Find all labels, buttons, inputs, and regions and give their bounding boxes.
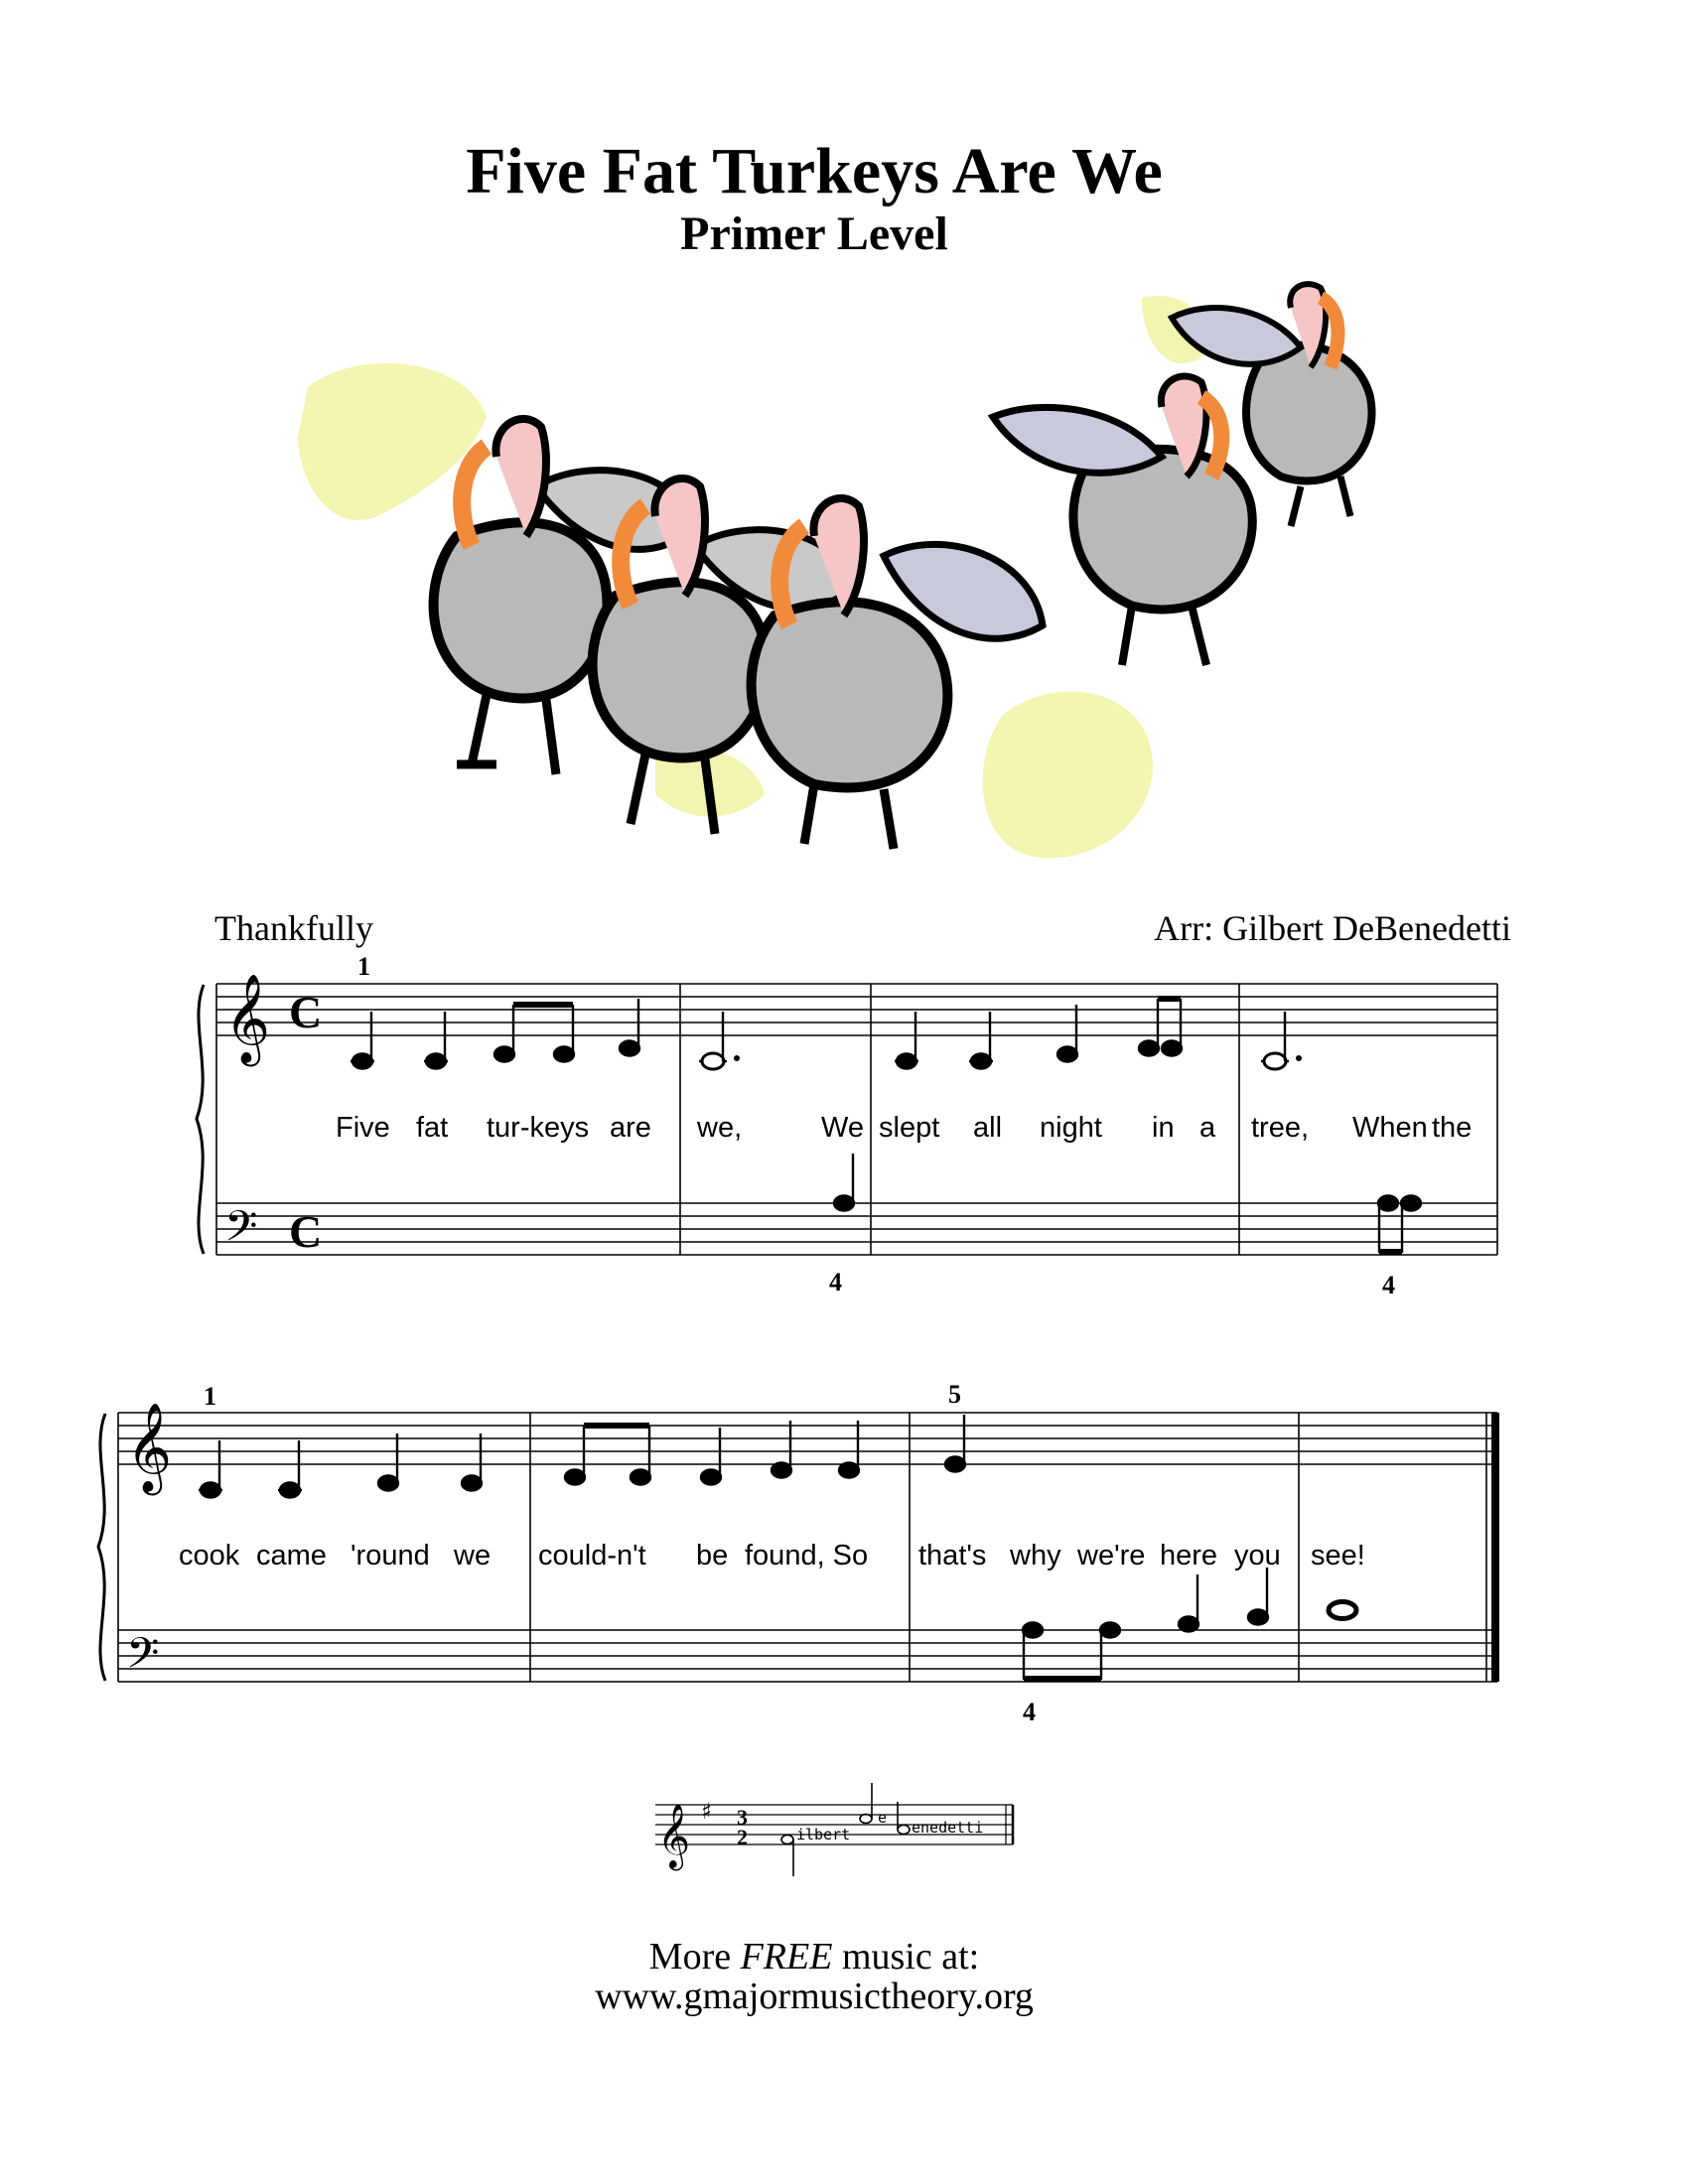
- lyric: in: [1152, 1112, 1175, 1144]
- lyric: Five: [336, 1112, 390, 1144]
- lyric: be: [696, 1540, 729, 1571]
- lyric: fat: [416, 1112, 449, 1144]
- arranger-credit: Arr: Gilbert DeBenedetti: [1154, 908, 1511, 948]
- lyric: we,: [697, 1112, 743, 1144]
- footer-free-emphasis: FREE: [740, 1936, 833, 1978]
- lyric: 'round: [351, 1540, 430, 1571]
- footer-text-before: More: [648, 1936, 732, 1978]
- lyric: slept: [879, 1112, 940, 1144]
- treble-time-signature: C: [289, 987, 323, 1037]
- lyric: see!: [1311, 1540, 1365, 1571]
- footer-line-1: [0, 1938, 1628, 1978]
- page-title: Five Fat Turkeys Are We: [466, 135, 1163, 207]
- fingering-rh-5: 5: [948, 1380, 961, 1409]
- signature-sharp-icon: ♯: [701, 1800, 712, 1825]
- bass-time-signature: C: [289, 1206, 323, 1257]
- signature-treble-clef-icon: 𝄞: [657, 1804, 691, 1868]
- lyric: We: [821, 1112, 864, 1144]
- lyric: night: [1040, 1112, 1102, 1144]
- footer-text-after: music at:: [841, 1936, 980, 1978]
- fingering-rh-1: 1: [204, 1382, 216, 1411]
- signature-last-name: enedetti: [912, 1819, 984, 1837]
- signature-first-name: ilbert: [796, 1826, 851, 1843]
- lyric: you: [1234, 1540, 1281, 1571]
- lyric: cook: [179, 1540, 240, 1571]
- signature-time-top: 3: [737, 1805, 748, 1830]
- fingering-lh-m2: 4: [829, 1268, 842, 1297]
- lyric: we're: [1077, 1540, 1146, 1571]
- page-subtitle: Primer Level: [680, 207, 948, 260]
- bass-clef-icon: 𝄢: [224, 1202, 258, 1262]
- lyric: the: [1432, 1112, 1473, 1144]
- fingering-rh-1: 1: [357, 952, 370, 981]
- lyric: why: [1010, 1540, 1061, 1571]
- signature-letter-e: e: [878, 1809, 888, 1827]
- treble-clef-icon: 𝄞: [126, 1403, 173, 1492]
- lyric: tree,: [1251, 1112, 1310, 1144]
- footer-url-link[interactable]: www.gmajormusictheory.org: [595, 1976, 1034, 2017]
- fingering-lh-m4: 4: [1382, 1271, 1395, 1299]
- lyric: we: [454, 1540, 492, 1571]
- lyric: came: [256, 1540, 327, 1571]
- lyric: found, So: [745, 1540, 869, 1571]
- signature-time-bottom: 2: [737, 1825, 748, 1849]
- bass-clef-icon: 𝄢: [126, 1629, 160, 1689]
- treble-clef-icon: 𝄞: [224, 974, 271, 1063]
- lyric: all: [973, 1112, 1003, 1144]
- tempo-marking: Thankfully: [214, 908, 373, 948]
- lyric: tur-keys: [487, 1112, 590, 1144]
- lyric: When: [1352, 1112, 1428, 1144]
- fingering-lh-4: 4: [1023, 1698, 1036, 1726]
- lyric: a: [1199, 1112, 1216, 1144]
- lyric: are: [610, 1112, 651, 1144]
- lyric: here: [1160, 1540, 1218, 1571]
- lyric: that's: [918, 1540, 987, 1571]
- lyric: could-n't: [538, 1540, 646, 1571]
